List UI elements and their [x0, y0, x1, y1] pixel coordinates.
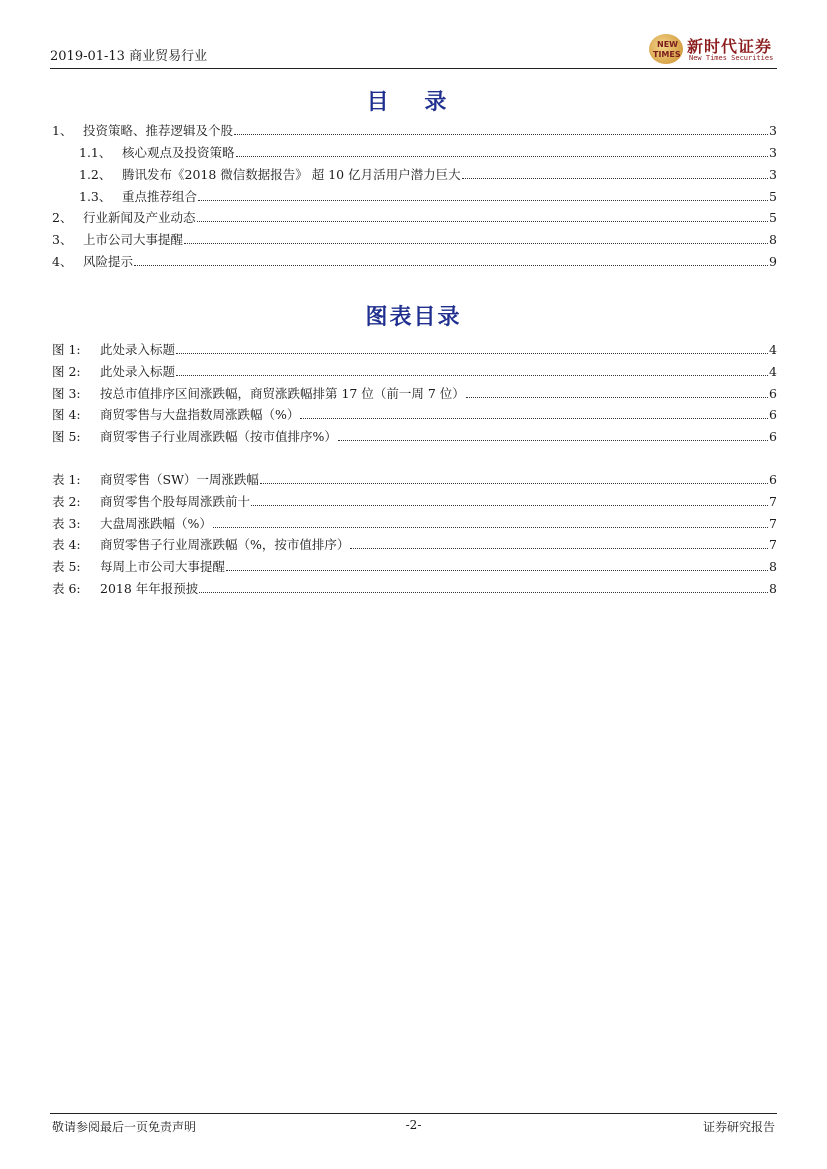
toc-entry[interactable]: 1.3、 重点推荐组合 5	[79, 189, 777, 204]
company-logo	[649, 34, 777, 64]
toc-title: 目 录	[366, 89, 461, 115]
leader-dots	[350, 547, 768, 549]
table-entry[interactable]: 表 1: 商贸零售（SW）一周涨跌幅 6	[52, 472, 777, 487]
leader-dots	[176, 374, 768, 376]
figure-entry[interactable]: 图 5: 商贸零售子行业周涨跌幅（按市值排序%） 6	[52, 429, 777, 444]
leader-dots	[251, 504, 768, 506]
footer-page-number: -2-	[405, 1118, 422, 1132]
figures-list-title: 图表目录	[365, 304, 462, 330]
toc-entry[interactable]: 4、 风险提示 9	[52, 254, 777, 269]
footer-divider	[50, 1113, 777, 1114]
toc-entry[interactable]: 3、 上市公司大事提醒 8	[52, 232, 777, 247]
footer-disclaimer: 敬请参阅最后一页免责声明	[52, 1120, 197, 1134]
toc-entry[interactable]: 1.2、 腾讯发布《2018 微信数据报告》 超 10 亿月活用户潜力巨大 3	[79, 167, 777, 182]
leader-dots	[213, 526, 768, 528]
page-header	[50, 34, 777, 68]
table-entry[interactable]: 表 3: 大盘周涨跌幅（%） 7	[52, 516, 777, 531]
footer-report-type: 证券研究报告	[702, 1120, 775, 1134]
toc-entry[interactable]: 1、 投资策略、推荐逻辑及个股 3	[52, 123, 777, 138]
leader-dots	[226, 569, 768, 571]
figure-entry[interactable]: 图 1: 此处录入标题 4	[52, 342, 777, 357]
table-entry[interactable]: 表 2: 商贸零售个股每周涨跌前十 7	[52, 494, 777, 509]
leader-dots	[300, 417, 768, 419]
leader-dots	[184, 242, 768, 244]
figure-entry[interactable]: 图 2: 此处录入标题 4	[52, 364, 777, 379]
table-entry[interactable]: 表 6: 2018 年年报预披 8	[52, 581, 777, 596]
logo-chinese-name: 新时代证券	[687, 37, 773, 56]
leader-dots	[234, 133, 768, 135]
leader-dots	[198, 199, 768, 201]
leader-dots	[134, 264, 768, 266]
toc-entry[interactable]: 2、 行业新闻及产业动态 5	[52, 210, 777, 225]
header-date-industry: 2019-01-13 商业贸易行业	[50, 49, 208, 64]
leader-dots	[338, 439, 768, 441]
leader-dots	[176, 352, 768, 354]
leader-dots	[197, 220, 769, 222]
leader-dots	[466, 396, 768, 398]
figure-entry[interactable]: 图 4: 商贸零售与大盘指数周涨跌幅（%） 6	[52, 407, 777, 422]
toc-entry[interactable]: 1.1、 核心观点及投资策略 3	[79, 145, 777, 160]
leader-dots	[236, 155, 769, 157]
logo-english-name: New Times Securities	[689, 54, 774, 62]
leader-dots	[199, 591, 768, 593]
table-entry[interactable]: 表 5: 每周上市公司大事提醒 8	[52, 559, 777, 574]
table-entry[interactable]: 表 4: 商贸零售子行业周涨跌幅（%，按市值排序） 7	[52, 537, 777, 552]
leader-dots	[462, 177, 768, 179]
leader-dots	[260, 482, 768, 484]
header-divider	[50, 68, 777, 69]
figure-entry[interactable]: 图 3: 按总市值排序区间涨跌幅，商贸涨跌幅排第 17 位（前一周 7 位） 6	[52, 386, 777, 401]
logo-badge-icon: NEW TIMES	[649, 34, 683, 64]
